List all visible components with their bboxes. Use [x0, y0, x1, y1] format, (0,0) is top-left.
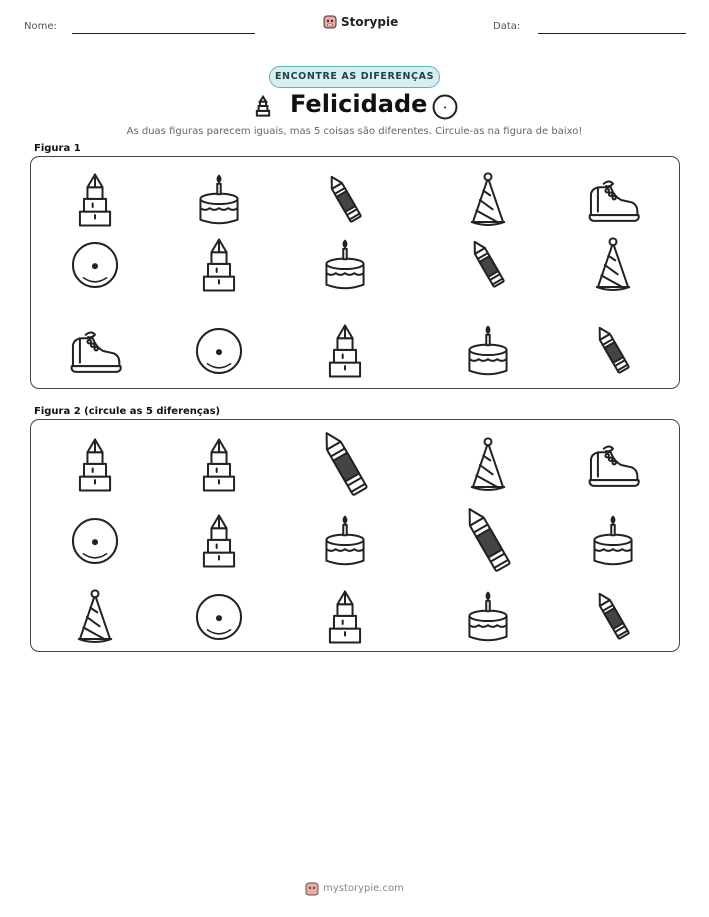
crayon-icon[interactable]	[459, 236, 517, 294]
activity-badge: ENCONTRE AS DIFERENÇAS	[269, 66, 440, 88]
cake-icon[interactable]	[584, 512, 642, 570]
crayon-icon[interactable]	[448, 501, 528, 581]
storypie-mascot-icon	[305, 881, 319, 896]
blocks-icon[interactable]	[66, 436, 124, 494]
blocks-icon[interactable]	[316, 588, 374, 646]
ball-icon[interactable]	[190, 588, 248, 646]
blocks-icon[interactable]	[316, 322, 374, 380]
footer	[0, 881, 709, 896]
shoe-icon[interactable]	[584, 436, 642, 494]
blocks-icon[interactable]	[190, 236, 248, 294]
date-field[interactable]	[538, 33, 686, 34]
page-title: Felicidade	[290, 90, 428, 118]
ball-icon	[432, 94, 458, 120]
cake-icon[interactable]	[190, 171, 248, 229]
ball-icon[interactable]	[66, 236, 124, 294]
footer-url[interactable]: mystorypie.com	[323, 883, 404, 894]
figure-2-label: Figura 2 (circule as 5 diferenças)	[34, 406, 221, 417]
figure-1-panel	[30, 156, 680, 389]
blocks-icon[interactable]	[190, 436, 248, 494]
blocks-icon[interactable]	[190, 512, 248, 570]
name-field[interactable]	[72, 33, 255, 34]
name-label: Nome:	[24, 21, 57, 32]
crayon-icon[interactable]	[584, 322, 642, 380]
party-hat-icon[interactable]	[459, 436, 517, 494]
cake-icon[interactable]	[316, 512, 374, 570]
shoe-icon[interactable]	[584, 171, 642, 229]
ball-icon[interactable]	[66, 512, 124, 570]
party-hat-icon[interactable]	[66, 588, 124, 646]
crayon-icon[interactable]	[316, 171, 374, 229]
crayon-icon[interactable]	[305, 425, 385, 505]
date-label: Data:	[493, 21, 521, 32]
party-hat-icon[interactable]	[459, 171, 517, 229]
cake-icon[interactable]	[459, 322, 517, 380]
ball-icon[interactable]	[190, 322, 248, 380]
shoe-icon[interactable]	[66, 322, 124, 380]
figure-2-panel	[30, 419, 680, 652]
cake-icon[interactable]	[459, 588, 517, 646]
blocks-icon[interactable]	[66, 171, 124, 229]
figure-1-label: Figura 1	[34, 143, 81, 154]
instructions: As duas figuras parecem iguais, mas 5 coisas são diferentes. Circule-as na figura de baixo!	[126, 126, 583, 137]
party-hat-icon[interactable]	[584, 236, 642, 294]
cake-icon[interactable]	[316, 236, 374, 294]
brand-logo	[323, 14, 398, 29]
crayon-icon[interactable]	[584, 588, 642, 646]
brand-name: Storypie	[341, 14, 399, 29]
blocks-icon	[252, 92, 274, 120]
storypie-mascot-icon	[323, 14, 337, 29]
